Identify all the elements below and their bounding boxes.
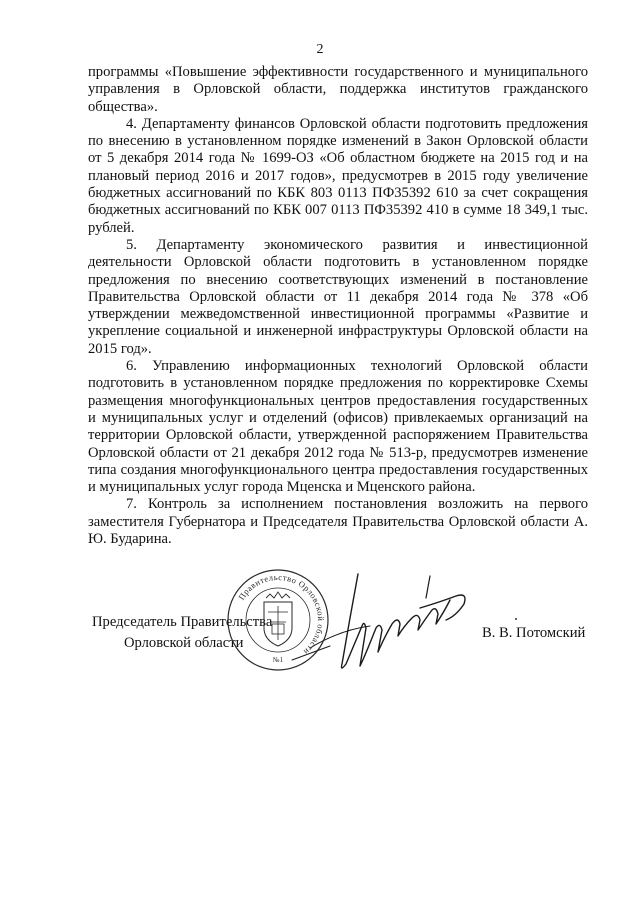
paragraph-continuation: программы «Повышение эффективности государственного и муниципального управления в Орловской области, поддержка институтов гражданского общества». — [88, 64, 588, 115]
paragraph-item-5: 5. Департаменту экономического развития и инвестиционной деятельности Орловской области подготовить в установленном порядке предложения по внесению соответствующих изменений в постановление Правительства Орловской области от 11 декабря 2014 года № 378 «Об утверждении межведомственной инвестиционной программы «Развитие и укрепление социальной и инженерной инфраструктуры Орловской области на 2015 год». — [88, 236, 588, 357]
paragraph-item-7: 7. Контроль за исполнением постановления возложить на первого заместителя Губернатора и Председателя Правительства Орловской области А. Ю. Бударина. — [88, 496, 588, 548]
handwritten-signature — [280, 568, 480, 678]
svg-text:Правительство Орловской област: Правительство Орловской области — [236, 571, 327, 658]
paragraph-item-4: 4. Департаменту финансов Орловской области подготовить предложения по внесению в установленном порядке изменений в Закон Орловской области от 5 декабря 2014 года № 1699-ОЗ «Об областном бюджете на 2015 год и на плановый период 2016 и 2017 годов», предусмотрев в 2015 году увеличение бюджетных ассигнований по КБК 803 0113 ПФ35392 610 за счет сокращения бюджетных ассигнований по КБК 007 0113 ПФ35392 410 в сумме 18 349,1 тыс. рублей. — [88, 115, 588, 236]
ink-dot — [515, 618, 517, 620]
signatory-name: В. В. Потомский — [482, 625, 586, 641]
paragraph-item-6: 6. Управлению информационных технологий Орловской области подготовить в установленном порядке предложения по корректировке Схемы размещения многофункциональных центров предоставления государственных и муниципальных услуг и отделений (офисов) привлекаемых организаций на территории Орловской области, утвержденной распоряжением Правительства Орловской области от 21 декабря 2012 года № 513-р, предусмотрев изменение типа создания многофункционального центра предоставления государственных и муниципальных услуг города Мценска и Мценского района. — [88, 358, 588, 496]
svg-text:№1: №1 — [272, 656, 284, 664]
signatory-title-line1: Председатель Правительства — [92, 614, 273, 630]
signatory-title-line2: Орловской области — [124, 635, 244, 651]
document-body — [88, 64, 588, 548]
page-number: 2 — [316, 42, 324, 57]
